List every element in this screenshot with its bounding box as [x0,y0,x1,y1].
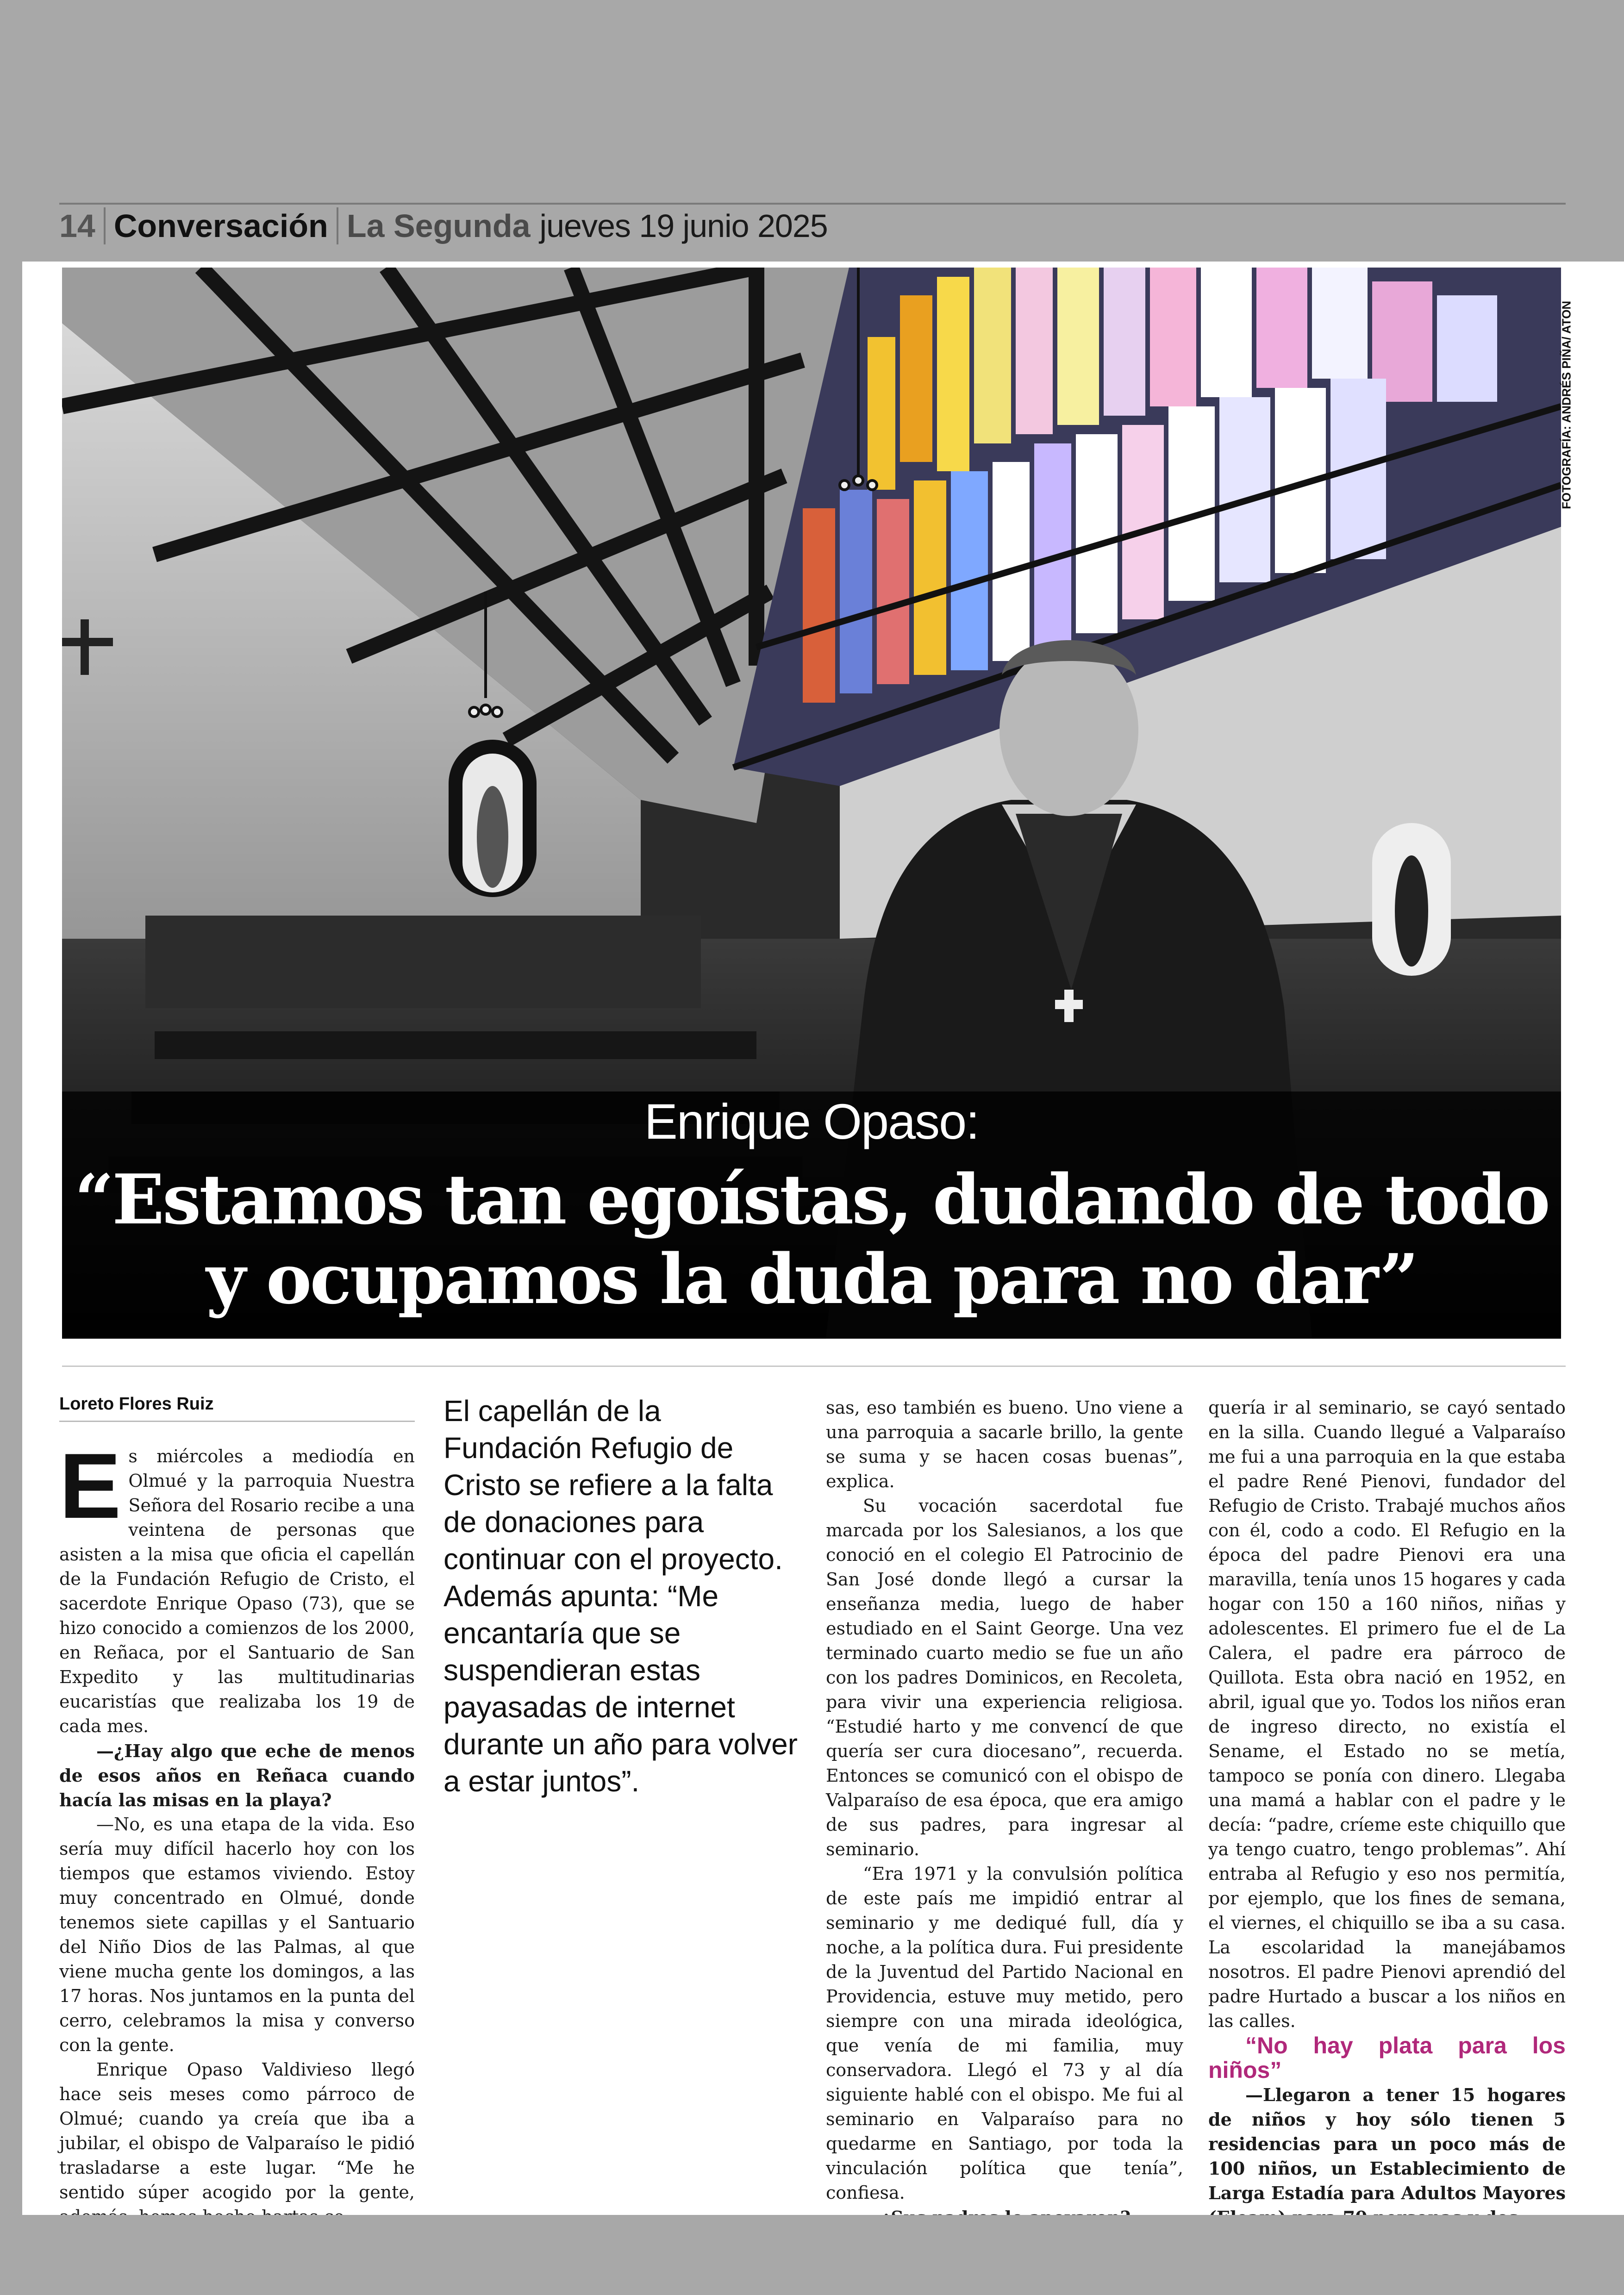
drop-cap: E [59,1434,121,1538]
headline-line-2: y ocupamos la duda para no dar” [206,1239,1417,1319]
paragraph: “Era 1971 y la convulsión política de este país me impidió entrar al seminario y me dediqué full, día y noche, a la política dura. Fui presidente de la Juventud del Partido Nacional en Providencia, estuve muy metido, pero siempre con una mirada ideológica, que venía de mi familia, muy conservadora. Llegó el 73 y al día siguiente hablé con el obispo. Me fui al seminario en Valparaíso para no quedarme en Santiago, por toda la vinculación política que tenía”, confiesa. [826,1864,1183,2203]
question: —Llegaron a tener 15 hogares de niños y hoy sólo tienen 5 residencias para un poco más de 100 niños, un Establecimiento de Larga Estadía para Adultos Mayores [1208,2084,1566,2203]
byline: Loreto Flores Ruiz [59,1394,415,1422]
paragraph: Su vocación sacerdotal fue marcada por los Salesianos, a los que conoció en el colegio El Patrocinio de San José donde llegó a cursar la enseñanza media, luego de haber estudiado en el Saint George. Una vez terminado cuarto medio se fue un año con los padres Dominicos, en Recoleta, para vivir una experiencia religiosa. “Estudié harto y me convencí de que quería ser cura diocesano”, recuerda. Entonces se comunicó con el obispo de Valparaíso de esa época, que era amigo de sus padres, para ingresar al seminario. [826,1496,1183,1859]
paragraph: —No, es una etapa de la vida. Eso sería muy difícil hacerlo hoy con los tiempos que estamos viviendo. Estoy muy concentrado en Olmué, donde tenemos siete capillas y el Santuario del Niño Dios de las Palmas, al que viene mucha gente los domingos, a las 17 horas. Nos juntamos en la punta del cerro, celebramos la misa y converso con la gente. [59,1814,415,2055]
page-header [59,207,828,254]
article-column-4 [1208,1396,1566,2230]
subheading: “No hay plata para los niños” [1208,2033,1566,2083]
header-rule [59,203,1566,205]
headline-line-1: “Estamos tan egoístas, dudando de todo [75,1159,1549,1240]
article-deck: El capellán de la Fundación Refugio de Cristo se refiere a la falta de donaciones para continuar con el proyecto. Además apunta: “Me encantaría que se suspendieran estas payasadas de internet durante un año para volver a estar juntos”. [443,1394,798,1798]
section-title: Conversación [104,207,337,244]
article-column-1 [59,1434,415,2229]
issue-date: jueves 19 junio 2025 [539,208,828,244]
question: —¿Hay algo que eche de menos de esos años en Reñaca cuando hacía las misas en la playa? [59,1740,415,1810]
page-number: 14 [59,208,95,244]
publication-name: La Segunda [337,207,531,244]
paragraph: Enrique Opaso Valdivieso llegó hace seis meses como párroco de Olmué; cuando ya creía que iba a jubilar, el obispo de Valparaíso le pidió trasladarse a este lugar. “Me he sentido súper acogido por la gente, [59,2059,415,2202]
photo-credit: FOTOGRAFÍA: ANDRÉS PIÑA/ ATON [1559,300,1574,509]
lead-paragraph: Es miércoles a mediodía en Olmué y la parroquia Nuestra Señora del Rosario recibe a una veintena de personas que asisten a la misa que oficia el capellán de la Fundación Refugio de Cristo, el sacerdote Enrique Opaso (73), que se hizo conocido a comienzos de los 2000, en Reñaca, por el Santuario de San Expedito y las multitudinarias eucaristías que realizaba los 19 de cada mes. [59,1434,415,1736]
bottom-margin [0,2215,1624,2295]
paragraph: quería ir al seminario, se cayó sentado en la silla. Cuando llegué a Valparaíso me fui a una parroquia en la que estaba el padre René Pienovi, fundador del Refugio de Cristo. Trabajé muchos años con él, codo a codo. El Refugio en la época del padre Pienovi era una maravilla, tenía unos 15 hogares y cada hogar con 150 a 160 niños, niñas y adolescentes. El primero fue el de La Calera, el padre era párroco de Quillota. Esta obra nació en 1952, en abril, igual que yo. Todos los niños eran de ingreso directo, no existía el Sename, el Estado no se metía, tampoco se ponía con dinero. Llegaba una mamá a hablar con el padre y le decía: “padre, críeme este chiquillo que ya tengo cuatro, tengo problemas”. Ahí entraba al Refugio y eso nos permitía, por ejemplo, que los fines de semana, el viernes, el chiquillo se iba a su casa. La escolaridad la manejábamos nosotros. El padre Pienovi aprendió del padre Hurtado a buscar a los niños en las calles. [1208,1397,1566,2031]
paragraph: sas, eso también es bueno. Uno viene a una parroquia a sacarle brillo, la gente se suma y se hacen cosas buenas”, explica. [826,1397,1183,1491]
headline [62,1160,1561,1319]
section-divider [62,1366,1566,1367]
article-column-3 [826,1396,1183,2254]
headline-kicker: Enrique Opaso: [644,1093,979,1149]
